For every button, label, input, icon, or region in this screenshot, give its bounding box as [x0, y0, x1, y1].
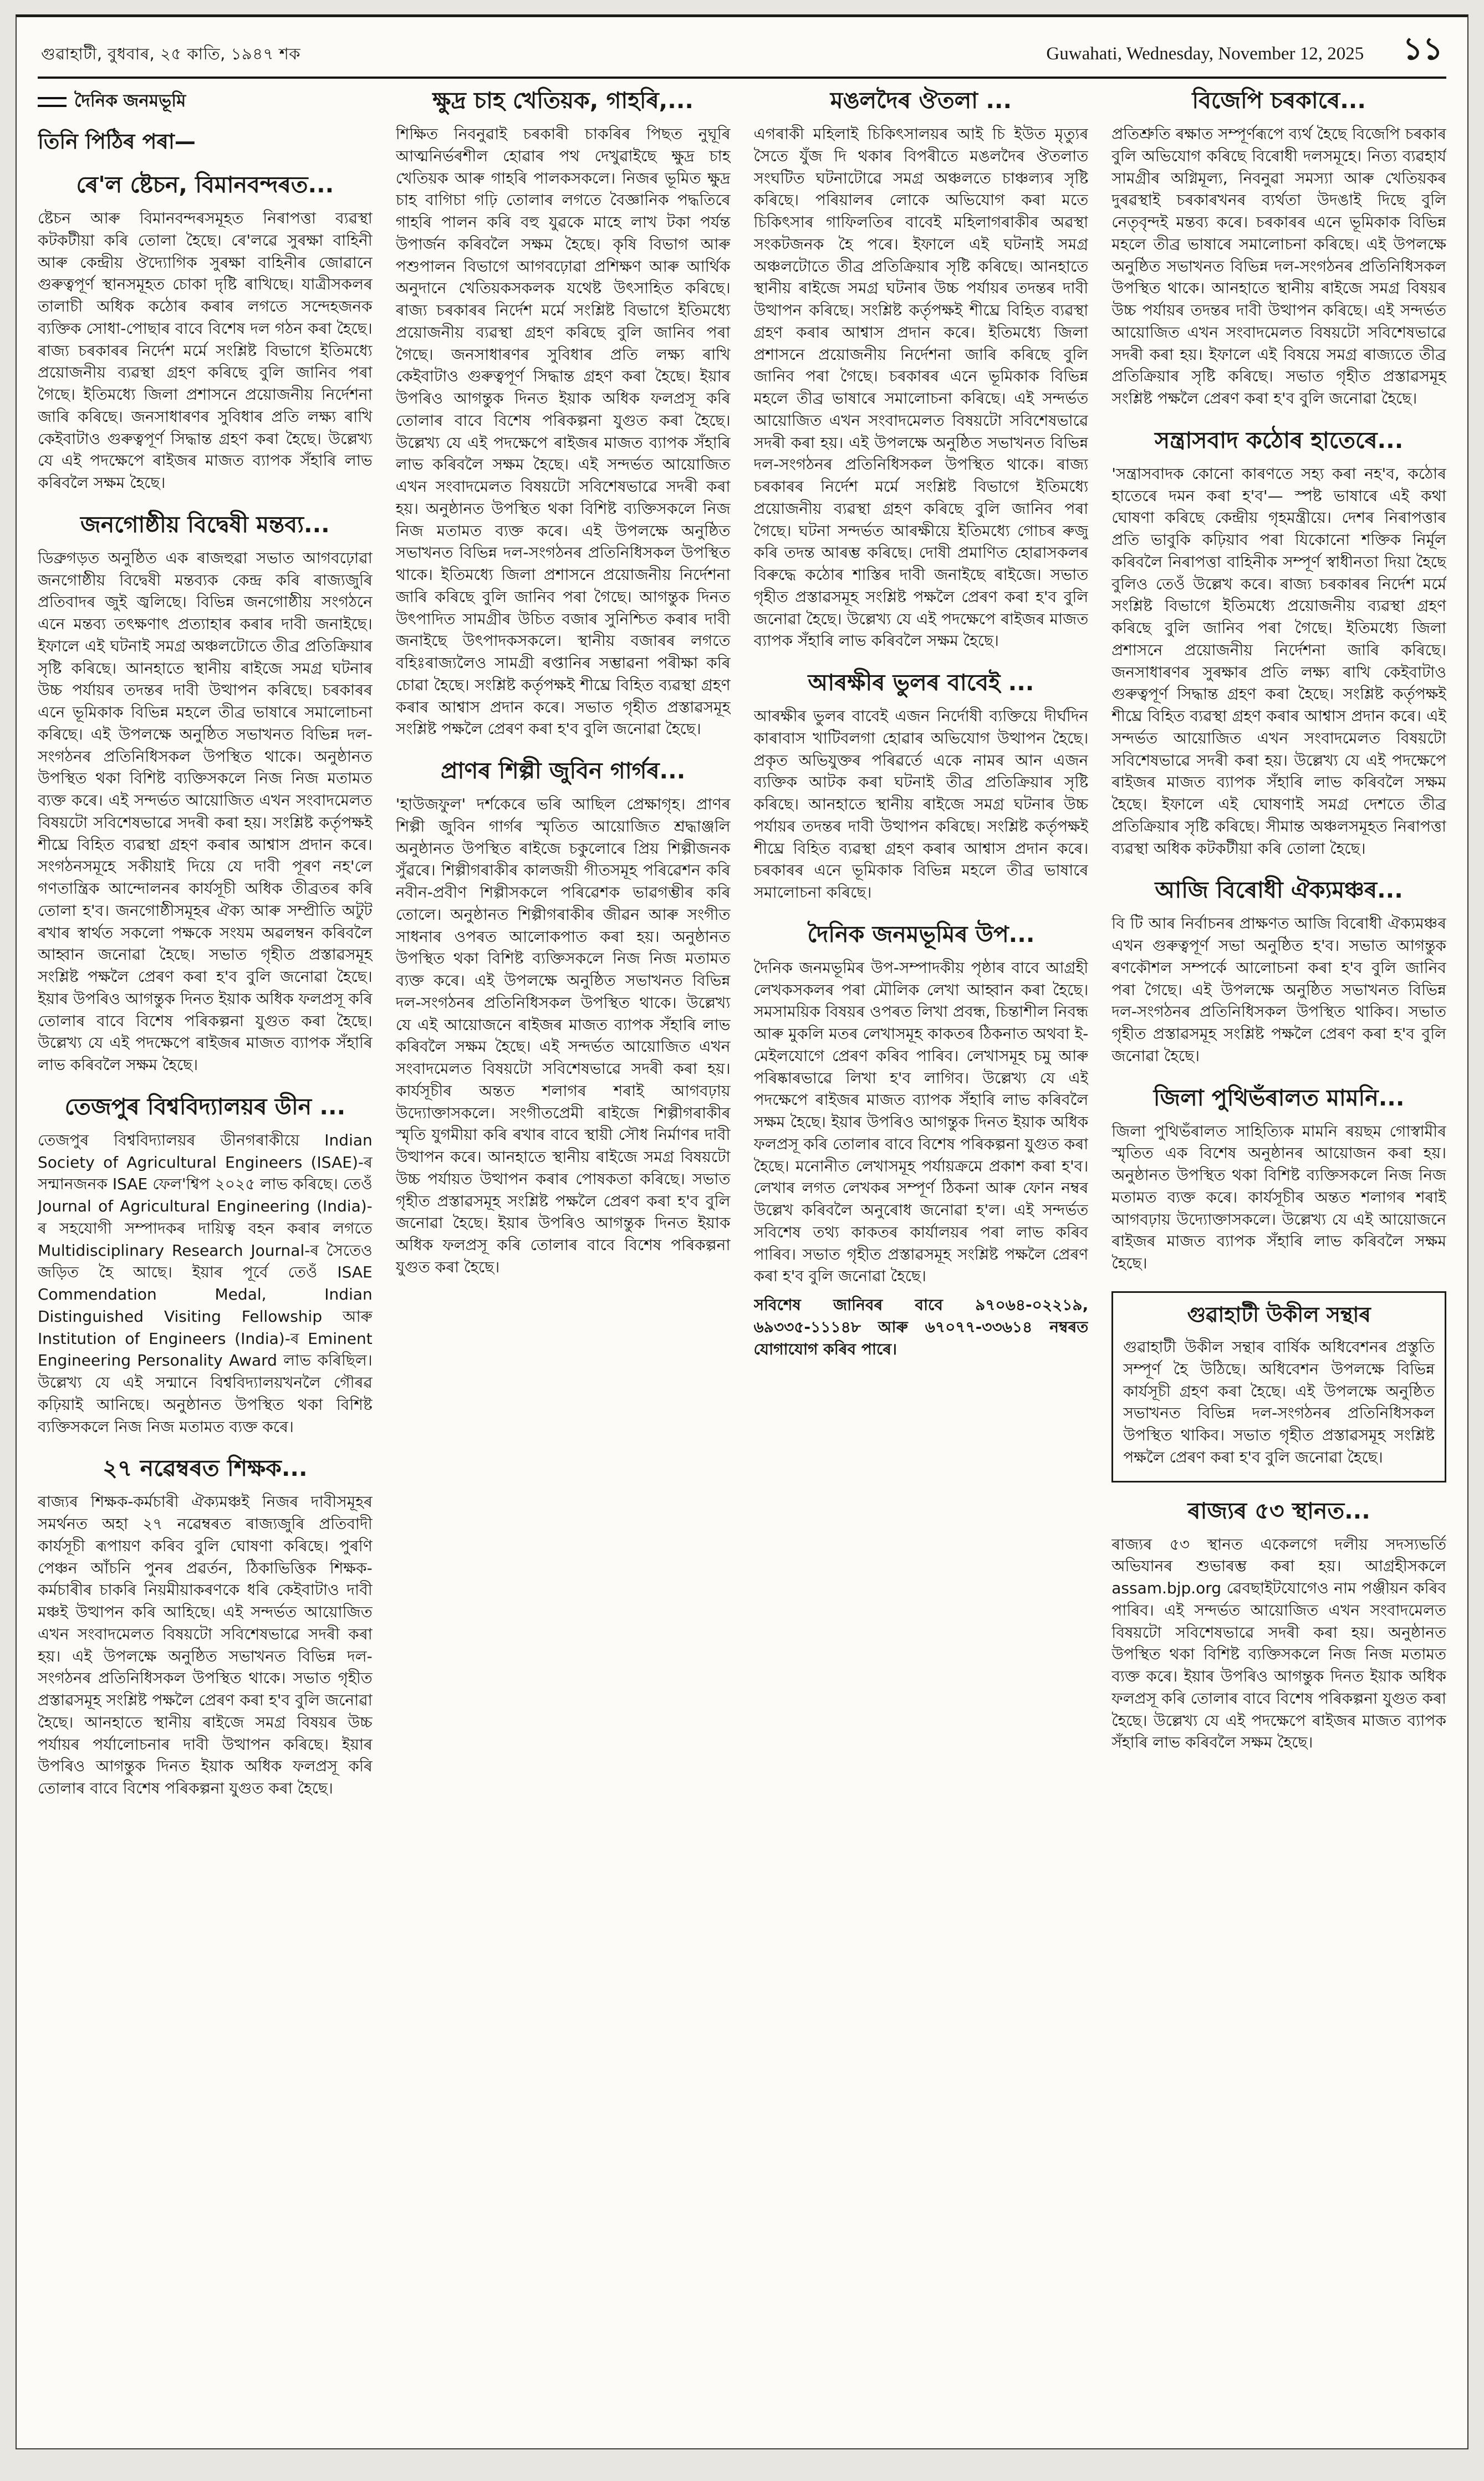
columns-container [38, 86, 1446, 2404]
dateline-right [1046, 31, 1443, 67]
column-2 [396, 86, 731, 2404]
article-body: বি টি আৰ নিৰ্বাচনৰ প্ৰাক্ষণত আজি বিৰোধী ঐক্যমঞ্চৰ এখন গুৰুত্বপূৰ্ণ সভা অনুষ্ঠিত হ'ব। সভাত আগন্তুক ৰণকৌশল সম্পৰ্কে আলোচনা কৰা হ'ব বুলি জানিব পৰা গৈছে। এই উপলক্ষে অনুষ্ঠিত সভাখনত বিভিন্ন দল-সংগঠনৰ প্ৰতিনিধিসকল উপস্থিত থাকিব। সভাত গৃহীত প্ৰস্তাৱসমূহ সংশ্লিষ্ট পক্ষলৈ প্ৰেৰণ কৰা হ'ব বুলি জনোৱা হৈছে। [1111, 914, 1446, 1065]
article-headline: গুৱাহাটী উকীল সন্থাৰ [1187, 1302, 1371, 1327]
article-headline: ৰাজ্যৰ ৫৩ স্থানত... [1187, 1497, 1370, 1524]
article-janambhumi-editorial-notice [754, 920, 1089, 1361]
dateline-assamese: গুৱাহাটী, বুধবাৰ, ২৫ কাতি, ১৯৪৭ শক [41, 44, 301, 63]
masthead-title: দৈনিক জনমভূমি [74, 91, 186, 111]
article-headline: প্ৰাণৰ শিল্পী জুবিন গাৰ্গৰ... [440, 757, 686, 784]
article-rail-station [38, 171, 373, 494]
article-headline: তেজপুৰ বিশ্ববিদ্যালয়ৰ ডীন ... [64, 1093, 346, 1120]
article-headline: দৈনিক জনমভূমিৰ উপ... [807, 920, 1035, 947]
continued-from-label: তিনি পিঠিৰ পৰা— [38, 129, 196, 154]
article-body: শিক্ষিত নিবনুৱাই চৰকাৰী চাকৰিৰ পিছত নুঘূৰি আত্মনিৰ্ভৰশীল হোৱাৰ পথ দেখুৱাইছে ক্ষুদ্ৰ চাহ খেতিয়ক আৰু গাহৰি পালকসকলে। নিজৰ ভূমিত ক্ষুদ্ৰ চাহ বাগিচা গঢ়ি তোলাৰ লগতে বৈজ্ঞানিক পদ্ধতিৰে গাহৰি পালন কৰি বহু যুৱকে মাহে লাখ টকা পৰ্যন্ত উপাৰ্জন কৰিবলৈ সক্ষম হৈছে। কৃষি বিভাগ আৰু পশুপালন বিভাগে আগবঢ়োৱা প্ৰশিক্ষণ আৰু আৰ্থিক অনুদানে খেতিয়কসকলক যথেষ্ট উৎসাহিত কৰিছে। ৰাজ্য চৰকাৰৰ নিৰ্দেশ মৰ্মে সংশ্লিষ্ট বিভাগে ইতিমধ্যে প্ৰয়োজনীয় ব্যৱস্থা গ্ৰহণ কৰিছে বুলি জানিব পৰা গৈছে। জনসাধাৰণৰ সুবিধাৰ প্ৰতি লক্ষ্য ৰাখি কেইবাটাও গুৰুত্বপূৰ্ণ সিদ্ধান্ত গ্ৰহণ কৰা হৈছে। ইয়াৰ উপৰিও আগন্তুক দিনত ইয়াক অধিক ফলপ্ৰসূ কৰি তোলাৰ বাবে বিশেষ পৰিকল্পনা যুগুত কৰা হৈছে। উল্লেখ্য যে এই পদক্ষেপে ৰাইজৰ মাজত ব্যাপক সঁহাৰি লাভ কৰিবলৈ সক্ষম হৈছে। এই সন্দৰ্ভত আয়োজিত এখন সংবাদমেলত বিষয়টো সবিশেষভাৱে সদৰী কৰা হয়। অনুষ্ঠানত উপস্থিত থকা বিশিষ্ট ব্যক্তিসকলে নিজ নিজ মতামত ব্যক্ত কৰে। এই উপলক্ষে অনুষ্ঠিত সভাখনত বিভিন্ন দল-সংগঠনৰ প্ৰতিনিধিসকল উপস্থিত থাকে। ইতিমধ্যে জিলা প্ৰশাসনে প্ৰয়োজনীয় নিৰ্দেশনা জাৰি কৰিছে বুলি জানিব পৰা গৈছে। আগন্তুক দিনত উৎপাদিত সামগ্ৰীৰ উচিত বজাৰ সুনিশ্চিত কৰাৰ দাবী জনাইছে উৎপাদকসকলে। স্থানীয় বজাৰৰ লগতে বহিঃৰাজ্যলৈও সামগ্ৰী ৰপ্তানিৰ সম্ভাৱনা পৰীক্ষা কৰি চোৱা হৈছে। সংশ্লিষ্ট কৰ্তৃপক্ষই শীঘ্ৰে বিহিত ব্যৱস্থা গ্ৰহণ কৰাৰ আশ্বাস প্ৰদান কৰে। সভাত গৃহীত প্ৰস্তাৱসমূহ সংশ্লিষ্ট পক্ষলৈ প্ৰেৰণ কৰা হ'ব বুলি জনোৱা হৈছে। [395, 125, 731, 738]
header-rule [38, 77, 1446, 79]
article-headline: ২৭ নৱেম্বৰত শিক্ষক... [103, 1455, 308, 1482]
article-body: এগৰাকী মহিলাই চিকিৎসালয়ৰ আই চি ইউত মৃত্যুৰ সৈতে যুঁজ দি থকাৰ বিপৰীতে মঙলদৈৰ ঔতলাত সংঘটিত ঘটনাটোৱে সমগ্ৰ অঞ্চলতে চাঞ্চল্যৰ সৃষ্টি কৰিছে। পৰিয়ালৰ লোকে অভিযোগ কৰা মতে চিকিৎসাৰ গাফিলতিৰ বাবেই মহিলাগৰাকীৰ অৱস্থা সংকটজনক হৈ পৰে। ইফালে এই ঘটনাই সমগ্ৰ অঞ্চলটোতে তীব্ৰ প্ৰতিক্ৰিয়াৰ সৃষ্টি কৰিছে। আনহাতে স্থানীয় ৰাইজে সমগ্ৰ ঘটনাৰ উচ্চ পৰ্যায়ৰ তদন্তৰ দাবী উত্থাপন কৰিছে। সংশ্লিষ্ট কৰ্তৃপক্ষই শীঘ্ৰে বিহিত ব্যৱস্থা গ্ৰহণ কৰাৰ আশ্বাস প্ৰদান কৰে। ইতিমধ্যে জিলা প্ৰশাসনে প্ৰয়োজনীয় নিৰ্দেশনা জাৰি কৰিছে বুলি জানিব পৰা গৈছে। চৰকাৰৰ এনে ভূমিকাক বিভিন্ন মহলে তীব্ৰ ভাষাৰে সমালোচনা কৰিছে। এই সন্দৰ্ভত আয়োজিত এখন সংবাদমেলত বিষয়টো সবিশেষভাৱে সদৰী কৰা হয়। এই উপলক্ষে অনুষ্ঠিত সভাখনত বিভিন্ন দল-সংগঠনৰ প্ৰতিনিধিসকল উপস্থিত থাকে। ৰাজ্য চৰকাৰৰ নিৰ্দেশ মৰ্মে সংশ্লিষ্ট বিভাগে ইতিমধ্যে প্ৰয়োজনীয় ব্যৱস্থা গ্ৰহণ কৰিছে বুলি জানিব পৰা গৈছে। ঘটনা সন্দৰ্ভত আৰক্ষীয়ে ইতিমধ্যে গোচৰ ৰুজু কৰি তদন্ত আৰম্ভ কৰিছে। দোষী প্ৰমাণিত হোৱাসকলৰ বিৰুদ্ধে কঠোৰ শাস্তিৰ দাবী জনাইছে ৰাইজে। সভাত গৃহীত প্ৰস্তাৱসমূহ সংশ্লিষ্ট পক্ষলৈ প্ৰেৰণ কৰা হ'ব বুলি জনোৱা হৈছে। উল্লেখ্য যে এই পদক্ষেপে ৰাইজৰ মাজত ব্যাপক সঁহাৰি লাভ কৰিবলৈ সক্ষম হৈছে। [753, 125, 1089, 650]
article-body: ৰাজ্যৰ ৫৩ স্থানত একেলগে দলীয় সদস্যভৰ্তি অভিযানৰ শুভাৰম্ভ কৰা হয়। আগ্ৰহীসকলে assam.bjp.org ৱেবছাইটযোগেও নাম পঞ্জীয়ন কৰিব পাৰিব। এই সন্দৰ্ভত আয়োজিত এখন সংবাদমেলত বিষয়টো সবিশেষভাৱে সদৰী কৰা হয়। অনুষ্ঠানত উপস্থিত থকা বিশিষ্ট ব্যক্তিসকলে নিজ নিজ মতামত ব্যক্ত কৰে। ইয়াৰ উপৰিও আগন্তুক দিনত ইয়াক অধিক ফলপ্ৰসূ কৰি তোলাৰ বাবে বিশেষ পৰিকল্পনা যুগুত কৰা হৈছে। উল্লেখ্য যে এই পদক্ষেপে ৰাইজৰ মাজত ব্যাপক সঁহাৰি লাভ কৰিবলৈ সক্ষম হৈছে। [1111, 1535, 1446, 1752]
article-guwahati-bar-association [1111, 1291, 1446, 1483]
article-body: তেজপুৰ বিশ্ববিদ্যালয়ৰ ডীনগৰাকীয়ে Indian Society of Agricultural Engineers (ISAE)-ৰ সন্মানজনক ISAE ফেল'শ্বিপ ২০২৫ লাভ কৰিছে। তেওঁ Journal of Agricultural Engineering (India)-ৰ সহযোগী সম্পাদকৰ দায়িত্ব বহন কৰাৰ লগতে Multidisciplinary Research Journal-ৰ সৈতেও জড়িত হৈ আছে। ইয়াৰ পূৰ্বে তেওঁ ISAE Commendation Medal, Indian Distinguished Visiting Fellowship আৰু Institution of Engineers (India)-ৰ Eminent Engineering Personality Award লাভ কৰিছিল। উল্লেখ্য যে এই সন্মানে বিশ্ববিদ্যালয়খনলৈ গৌৰৱ কঢ়িয়াই আনিছে। অনুষ্ঠানত উপস্থিত থকা বিশিষ্ট ব্যক্তিসকলে নিজ নিজ মতামত ব্যক্ত কৰে। [38, 1130, 373, 1436]
page-header [38, 29, 1446, 79]
article-body: দৈনিক জনমভূমিৰ উপ-সম্পাদকীয় পৃষ্ঠাৰ বাবে আগ্ৰহী লেখকসকলৰ পৰা মৌলিক লেখা আহ্বান কৰা হৈছে। সমসাময়িক বিষয়ৰ ওপৰত লিখা প্ৰবন্ধ, চিন্তাশীল নিবন্ধ আৰু মুকলি মতৰ লেখাসমূহ কাকতৰ ঠিকনাত অথবা ই-মেইলযোগে প্ৰেৰণ কৰিব পাৰিব। লেখাসমূহ চমু আৰু পৰিষ্কাৰভাৱে লিখা হ'ব লাগিব। উল্লেখ্য যে এই পদক্ষেপে ৰাইজৰ মাজত ব্যাপক সঁহাৰি লাভ কৰিবলৈ সক্ষম হৈছে। ইয়াৰ উপৰিও আগন্তুক দিনত ইয়াক অধিক ফলপ্ৰসূ কৰি তোলাৰ বাবে বিশেষ পৰিকল্পনা যুগুত কৰা হৈছে। মনোনীত লেখাসমূহ পৰ্যায়ক্ৰমে প্ৰকাশ কৰা হ'ব। লেখাৰ লগত লেখকৰ সম্পূৰ্ণ ঠিকনা আৰু ফোন নম্বৰ উল্লেখ কৰিবলৈ অনুৰোধ জনোৱা হ'ল। এই সন্দৰ্ভত সবিশেষ তথ্য কাকতৰ কাৰ্যালয়ৰ পৰা লাভ কৰিব পাৰিব। সভাত গৃহীত প্ৰস্তাৱসমূহ সংশ্লিষ্ট পক্ষলৈ প্ৰেৰণ কৰা হ'ব বুলি জনোৱা হৈছে। [753, 958, 1089, 1286]
article-tezpur-dean [38, 1093, 373, 1438]
contact-numbers: সবিশেষ জানিবৰ বাবে ৯৭০৬৪-০২২১৯, ৬৯৩৩৫-১১১৪৮ আৰু ৬৭০৭৭-৩৩৬১৪ নম্বৰত যোগাযোগ কৰিব পাৰে। [753, 1296, 1089, 1358]
newspaper-page [16, 14, 1468, 2449]
article-community-remark [38, 511, 373, 1076]
article-bjp-government [1111, 86, 1446, 410]
article-body: প্ৰতিশ্ৰুতি ৰক্ষাত সম্পূৰ্ণৰূপে ব্যৰ্থ হৈছে বিজেপি চৰকাৰ বুলি অভিযোগ কৰিছে বিৰোধী দলসমূহে। নিত্য ব্যৱহাৰ্য সামগ্ৰীৰ অগ্নিমূল্য, নিবনুৱা সমস্যা আৰু খেতিয়কৰ দুৰৱস্থাই চৰকাৰখনৰ ব্যৰ্থতা উদঙাই দিছে বুলি নেতৃবৃন্দই মন্তব্য কৰে। চৰকাৰৰ এনে ভূমিকাক বিভিন্ন মহলে তীব্ৰ ভাষাৰে সমালোচনা কৰিছে। এই উপলক্ষে অনুষ্ঠিত সভাখনত বিভিন্ন দল-সংগঠনৰ প্ৰতিনিধিসকল উপস্থিত থাকে। আনহাতে স্থানীয় ৰাইজে সমগ্ৰ বিষয়ৰ উচ্চ পৰ্যায়ৰ তদন্তৰ দাবী উত্থাপন কৰিছে। এই সন্দৰ্ভত আয়োজিত এখন সংবাদমেলত বিষয়টো সবিশেষভাৱে সদৰী কৰা হয়। ইফালে এই বিষয়ে সমগ্ৰ ৰাজ্যতে তীব্ৰ প্ৰতিক্ৰিয়াৰ সৃষ্টি কৰিছে। সভাত গৃহীত প্ৰস্তাৱসমূহ সংশ্লিষ্ট পক্ষলৈ প্ৰেৰণ কৰা হ'ব বুলি জনোৱা হৈছে। [1111, 125, 1446, 408]
article-body: ডিব্ৰুগড়ত অনুষ্ঠিত এক ৰাজহুৱা সভাত আগবঢ়োৱা জনগোষ্ঠীয় বিদ্বেষী মন্তব্যক কেন্দ্ৰ কৰি ৰাজ্যজুৰি প্ৰতিবাদৰ জুই জ্বলিছে। বিভিন্ন জনগোষ্ঠীয় সংগঠনে এনে মন্তব্য তৎক্ষণাৎ প্ৰত্যাহাৰ কৰাৰ দাবী জনাইছে। ইফালে এই ঘটনাই সমগ্ৰ অঞ্চলটোতে তীব্ৰ প্ৰতিক্ৰিয়াৰ সৃষ্টি কৰিছে। আনহাতে স্থানীয় ৰাইজে সমগ্ৰ ঘটনাৰ উচ্চ পৰ্যায়ৰ তদন্তৰ দাবী উত্থাপন কৰিছে। চৰকাৰৰ এনে ভূমিকাক বিভিন্ন মহলে তীব্ৰ ভাষাৰে সমালোচনা কৰিছে। এই উপলক্ষে অনুষ্ঠিত সভাখনত বিভিন্ন দল-সংগঠনৰ প্ৰতিনিধিসকল উপস্থিত থাকে। অনুষ্ঠানত উপস্থিত থকা বিশিষ্ট ব্যক্তিসকলে নিজ নিজ মতামত ব্যক্ত কৰে। এই সন্দৰ্ভত আয়োজিত এখন সংবাদমেলত বিষয়টো সবিশেষভাৱে সদৰী কৰা হয়। সংশ্লিষ্ট কৰ্তৃপক্ষই শীঘ্ৰে বিহিত ব্যৱস্থা গ্ৰহণ কৰাৰ আশ্বাস প্ৰদান কৰে। সংগঠনসমূহে সকীয়াই দিয়ে যে দাবী পূৰণ নহ'লে গণতান্ত্ৰিক আন্দোলনৰ কাৰ্যসূচী অধিক তীব্ৰতৰ কৰি তোলা হ'ব। জনগোষ্ঠীসমূহৰ ঐক্য আৰু সম্প্ৰীতি অটুট ৰখাৰ স্বাৰ্থত সকলো পক্ষকে সংযম অৱলম্বন কৰিবলৈ আহ্বান জনোৱা হৈছে। সভাত গৃহীত প্ৰস্তাৱসমূহ সংশ্লিষ্ট পক্ষলৈ প্ৰেৰণ কৰা হ'ব বুলি জনোৱা হৈছে। ইয়াৰ উপৰিও আগন্তুক দিনত ইয়াক অধিক ফলপ্ৰসূ কৰি তোলাৰ বাবে বিশেষ পৰিকল্পনা যুগুত কৰা হৈছে। উল্লেখ্য যে এই পদক্ষেপে ৰাইজৰ মাজত ব্যাপক সঁহাৰি লাভ কৰিবলৈ সক্ষম হৈছে। [38, 548, 373, 1074]
article-headline: বিজেপি চৰকাৰে... [1192, 87, 1366, 114]
article-body: 'হাউজফুল' দৰ্শকেৰে ভৰি আছিল প্ৰেক্ষাগৃহ। প্ৰাণৰ শিল্পী জুবিন গাৰ্গৰ স্মৃতিত আয়োজিত শ্ৰদ্ধাঞ্জলি অনুষ্ঠানত উপস্থিত ৰাইজে চকুলোৰে প্ৰিয় শিল্পীজনক সুঁৱৰে। শিল্পীগৰাকীৰ কালজয়ী গীতসমূহ পৰিৱেশন কৰি নবীন-প্ৰবীণ শিল্পীসকলে পৰিৱেশক ভাৱগম্ভীৰ কৰি তোলে। অনুষ্ঠানত শিল্পীগৰাকীৰ জীৱন আৰু সংগীত সাধনাৰ ওপৰত আলোকপাত কৰা হয়। অনুষ্ঠানত উপস্থিত থকা বিশিষ্ট ব্যক্তিসকলে নিজ নিজ মতামত ব্যক্ত কৰে। এই উপলক্ষে অনুষ্ঠিত সভাখনত বিভিন্ন দল-সংগঠনৰ প্ৰতিনিধিসকল উপস্থিত থাকে। উল্লেখ্য যে এই আয়োজনে ৰাইজৰ মাজত ব্যাপক সঁহাৰি লাভ কৰিবলৈ সক্ষম হৈছে। এই সন্দৰ্ভত আয়োজিত এখন সংবাদমেলত বিষয়টো সবিশেষভাৱে সদৰী কৰা হয়। কাৰ্যসূচীৰ অন্তত শলাগৰ শৰাই আগবঢ়ায় উদ্যোক্তাসকলে। সংগীতপ্ৰেমী ৰাইজে শিল্পীগৰাকীৰ স্মৃতি যুগমীয়া কৰি ৰখাৰ বাবে স্থায়ী সৌধ নিৰ্মাণৰ দাবী উত্থাপন কৰে। আনহাতে স্থানীয় ৰাইজে সমগ্ৰ বিষয়টো উচ্চ পৰ্যায়ত উত্থাপন কৰাৰ পোষকতা কৰিছে। সভাত গৃহীত প্ৰস্তাৱসমূহ সংশ্লিষ্ট পক্ষলৈ প্ৰেৰণ কৰা হ'ব বুলি জনোৱা হৈছে। ইয়াৰ উপৰিও আগন্তুক দিনত ইয়াক অধিক ফলপ্ৰসূ কৰি তোলাৰ বাবে বিশেষ পৰিকল্পনা যুগুত কৰা হৈছে। [395, 795, 731, 1276]
article-small-tea-growers [396, 86, 731, 740]
article-headline: জিলা পুথিভঁৰালত মামনি... [1153, 1084, 1405, 1111]
dateline [38, 29, 1446, 71]
article-teachers-november-27 [38, 1454, 373, 1800]
article-district-library-mamoni [1111, 1084, 1446, 1275]
article-police-mistake [754, 669, 1089, 904]
article-zubeen-garg-tribute [396, 757, 731, 1278]
article-body: 'সন্ত্ৰাসবাদক কোনো কাৰণতে সহ্য কৰা নহ'ব, কঠোৰ হাতেৰে দমন কৰা হ'ব'— স্পষ্ট ভাষাৰে এই কথা ঘোষণা কৰিছে কেন্দ্ৰীয় গৃহমন্ত্ৰীয়ে। দেশৰ নিৰাপত্তাৰ প্ৰতি ভাবুকি কঢ়িয়াব পৰা যিকোনো শক্তিক নিৰ্মূল কৰিবলৈ নিৰাপত্তা বাহিনীক সম্পূৰ্ণ স্বাধীনতা দিয়া হৈছে বুলিও তেওঁ উল্লেখ কৰে। ৰাজ্য চৰকাৰৰ নিৰ্দেশ মৰ্মে সংশ্লিষ্ট বিভাগে ইতিমধ্যে প্ৰয়োজনীয় ব্যৱস্থা গ্ৰহণ কৰিছে বুলি জানিব পৰা গৈছে। ইতিমধ্যে জিলা প্ৰশাসনে প্ৰয়োজনীয় নিৰ্দেশনা জাৰি কৰিছে। জনসাধাৰণৰ সুৰক্ষাৰ প্ৰতি লক্ষ্য ৰাখি কেইবাটাও গুৰুত্বপূৰ্ণ সিদ্ধান্ত গ্ৰহণ কৰা হৈছে। সংশ্লিষ্ট কৰ্তৃপক্ষই শীঘ্ৰে বিহিত ব্যৱস্থা গ্ৰহণ কৰাৰ আশ্বাস প্ৰদান কৰে। এই সন্দৰ্ভত আয়োজিত এখন সংবাদমেলত বিষয়টো সবিশেষভাৱে সদৰী কৰা হয়। উল্লেখ্য যে এই পদক্ষেপে ৰাইজৰ মাজত ব্যাপক সঁহাৰি লাভ কৰিবলৈ সক্ষম হৈছে। ইফালে এই ঘোষণাই সমগ্ৰ দেশতে তীব্ৰ প্ৰতিক্ৰিয়াৰ সৃষ্টি কৰিছে। সীমান্ত অঞ্চলসমূহত নিৰাপত্তা ব্যৱস্থা অধিক কটকটীয়া কৰি তোলা হৈছে। [1111, 464, 1446, 858]
article-headline: আজি বিৰোধী ঐক্যমঞ্চৰ... [1155, 877, 1403, 904]
page-number: ১১ [1403, 31, 1443, 67]
article-body: জিলা পুথিভঁৰালত সাহিত্যিক মামনি ৰয়ছম গোস্বামীৰ স্মৃতিত এক বিশেষ অনুষ্ঠানৰ আয়োজন কৰা হয়। অনুষ্ঠানত উপস্থিত থকা বিশিষ্ট ব্যক্তিসকলে নিজ নিজ মতামত ব্যক্ত কৰে। কাৰ্যসূচীৰ অন্তত শলাগৰ শৰাই আগবঢ়ায় উদ্যোক্তাসকলে। উল্লেখ্য যে এই আয়োজনে ৰাইজৰ মাজত ব্যাপক সঁহাৰি লাভ কৰিবলৈ সক্ষম হৈছে। [1111, 1122, 1446, 1273]
column-4 [1111, 86, 1446, 2404]
article-opposition-platform-meeting [1111, 876, 1446, 1067]
masthead [38, 88, 373, 116]
article-headline: সন্ত্ৰাসবাদ কঠোৰ হাতেৰে... [1154, 426, 1404, 454]
masthead-rule-icon [38, 97, 67, 107]
column-3 [754, 86, 1089, 2404]
article-headline: ক্ষুদ্ৰ চাহ খেতিয়ক, গাহৰি,... [432, 87, 693, 114]
article-body: ষ্টেচন আৰু বিমানবন্দৰসমূহত নিৰাপত্তা ব্যৱস্থা কটকটীয়া কৰি তোলা হৈছে। ৰে'লৱে সুৰক্ষা বাহিনী আৰু কেন্দ্ৰীয় ঔদ্যোগিক সুৰক্ষা বাহিনীৰ জোৱানে গুৰুত্বপূৰ্ণ স্থানসমূহত চোকা দৃষ্টি ৰাখিছে। যাত্ৰীসকলৰ তালাচী অধিক কঠোৰ কৰাৰ লগতে সন্দেহজনক ব্যক্তিক সোধা-পোছাৰ বাবে বিশেষ দল গঠন কৰা হৈছে। ৰাজ্য চৰকাৰৰ নিৰ্দেশ মৰ্মে সংশ্লিষ্ট বিভাগে ইতিমধ্যে প্ৰয়োজনীয় ব্যৱস্থা গ্ৰহণ কৰিছে বুলি জানিব পৰা গৈছে। ইতিমধ্যে জিলা প্ৰশাসনে প্ৰয়োজনীয় নিৰ্দেশনা জাৰি কৰিছে। জনসাধাৰণৰ সুবিধাৰ প্ৰতি লক্ষ্য ৰাখি কেইবাটাও গুৰুত্বপূৰ্ণ সিদ্ধান্ত গ্ৰহণ কৰা হৈছে। উল্লেখ্য যে এই পদক্ষেপে ৰাইজৰ মাজত ব্যাপক সঁহাৰি লাভ কৰিবলৈ সক্ষম হৈছে। [38, 209, 373, 492]
article-headline: মঙলদৈৰ ঔতলা ... [830, 87, 1012, 114]
dateline-english: Guwahati, Wednesday, November 12, 2025 [1046, 44, 1364, 64]
article-body: গুৱাহাটী উকীল সন্থাৰ বাৰ্ষিক অধিবেশনৰ প্ৰস্তুতি সম্পূৰ্ণ হৈ উঠিছে। অধিবেশন উপলক্ষে বিভিন্ন কাৰ্যসূচী গ্ৰহণ কৰা হৈছে। এই উপলক্ষে অনুষ্ঠিত সভাখনত বিভিন্ন দল-সংগঠনৰ প্ৰতিনিধিসকল উপস্থিত থাকিব। সভাত গৃহীত প্ৰস্তাৱসমূহ সংশ্লিষ্ট পক্ষলৈ প্ৰেৰণ কৰা হ'ব বুলি জনোৱা হৈছে। [1123, 1338, 1435, 1466]
article-mangaldai-outala [754, 86, 1089, 652]
article-terrorism-crackdown [1111, 426, 1446, 860]
article-headline: আৰক্ষীৰ ভুলৰ বাবেই ... [808, 669, 1034, 696]
article-headline: জনগোষ্ঠীয় বিদ্বেষী মন্তব্য... [80, 511, 330, 538]
article-body: ৰাজ্যৰ শিক্ষক-কৰ্মচাৰী ঐক্যমঞ্চই নিজৰ দাবীসমূহৰ সমৰ্থনত অহা ২৭ নৱেম্বৰত ৰাজ্যজুৰি প্ৰতিবাদী কাৰ্যসূচী ৰূপায়ণ কৰিব বুলি ঘোষণা কৰিছে। পুৰণি পেঞ্চন আঁচনি পুনৰ প্ৰৱৰ্তন, ঠিকাভিত্তিক শিক্ষক-কৰ্মচাৰীৰ চাকৰি নিয়মীয়াকৰণকে ধৰি কেইবাটাও দাবী মঞ্চই উত্থাপন কৰি আহিছে। এই সন্দৰ্ভত আয়োজিত এখন সংবাদমেলত বিষয়টো সবিশেষভাৱে সদৰী কৰা হয়। এই উপলক্ষে অনুষ্ঠিত সভাখনত বিভিন্ন দল-সংগঠনৰ প্ৰতিনিধিসকল উপস্থিত থাকে। সভাত গৃহীত প্ৰস্তাৱসমূহ সংশ্লিষ্ট পক্ষলৈ প্ৰেৰণ কৰা হ'ব বুলি জনোৱা হৈছে। আনহাতে স্থানীয় ৰাইজে সমগ্ৰ বিষয়ৰ উচ্চ পৰ্যায়ৰ পৰ্যালোচনাৰ দাবী উত্থাপন কৰিছে। ইয়াৰ উপৰিও আগন্তুক দিনত ইয়াক অধিক ফলপ্ৰসূ কৰি তোলাৰ বাবে বিশেষ পৰিকল্পনা যুগুত কৰা হৈছে। [38, 1492, 373, 1798]
article-headline: ৰে'ল ষ্টেচন, বিমানবন্দৰত... [76, 171, 334, 198]
article-body: আৰক্ষীৰ ভুলৰ বাবেই এজন নিৰ্দোষী ব্যক্তিয়ে দীৰ্ঘদিন কাৰাবাস খাটিবলগা হোৱাৰ অভিযোগ উত্থাপন হৈছে। প্ৰকৃত অভিযুক্তৰ পৰিৱৰ্তে একে নামৰ আন এজন ব্যক্তিক আটক কৰা ঘটনাই তীব্ৰ প্ৰতিক্ৰিয়াৰ সৃষ্টি কৰিছে। আনহাতে স্থানীয় ৰাইজে সমগ্ৰ ঘটনাৰ উচ্চ পৰ্যায়ৰ তদন্তৰ দাবী উত্থাপন কৰিছে। সংশ্লিষ্ট কৰ্তৃপক্ষই শীঘ্ৰে বিহিত ব্যৱস্থা গ্ৰহণ কৰাৰ আশ্বাস প্ৰদান কৰে। চৰকাৰৰ এনে ভূমিকাক বিভিন্ন মহলে তীব্ৰ ভাষাৰে সমালোচনা কৰিছে। [753, 707, 1089, 902]
article-53-locations [1111, 1497, 1446, 1754]
column-1 [38, 86, 373, 2404]
